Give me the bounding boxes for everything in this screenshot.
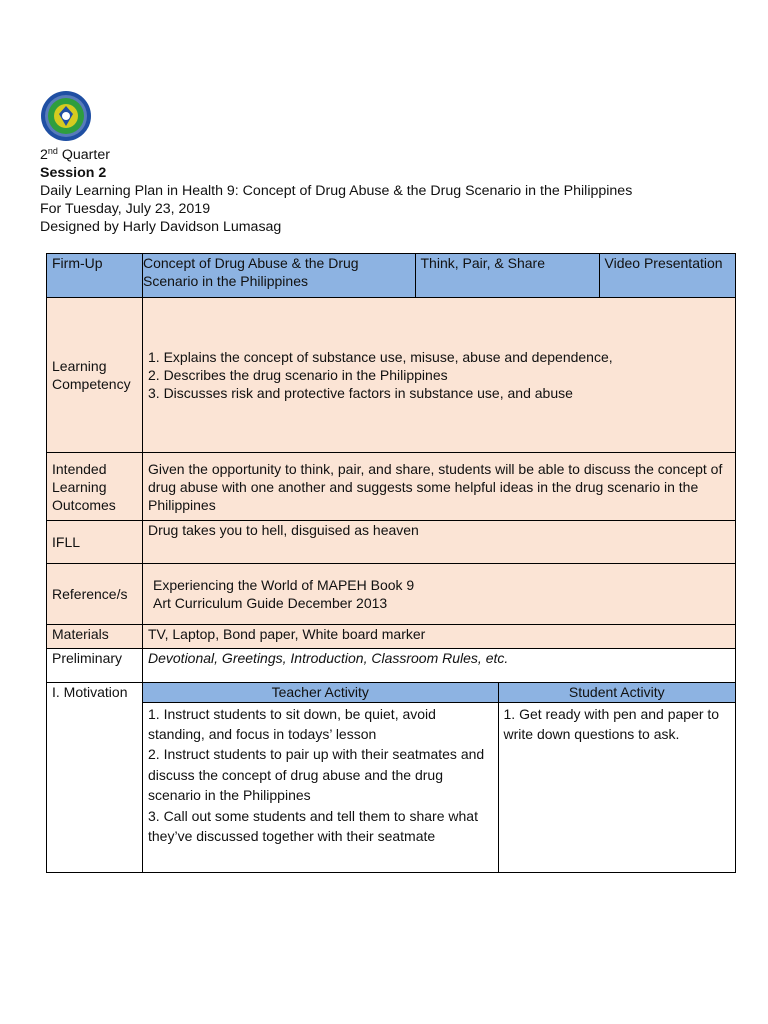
teacher-activity-header: Teacher Activity: [143, 683, 498, 702]
quarter-line: 2nd Quarter: [40, 146, 110, 163]
materials-row: [47, 625, 736, 649]
firmup-label: Firm-Up: [47, 254, 143, 298]
ifll-label: IFLL: [47, 521, 143, 564]
outcomes-text: Given the opportunity to think, pair, and share, students will be able to discuss the concept of drug abuse with one another and suggests some helpful ideas in the drug scenario in the Philippines: [143, 453, 736, 521]
references-row: [47, 564, 736, 625]
session-label: Session 2: [40, 165, 107, 181]
motivation-row: [47, 683, 736, 873]
materials-text: TV, Laptop, Bond paper, White board marker: [143, 625, 736, 649]
lesson-date: For Tuesday, July 23, 2019: [40, 201, 211, 217]
activity-subtable: [143, 683, 735, 872]
firmup-row: [47, 254, 736, 298]
document-header: [40, 146, 632, 236]
references-label: Reference/s: [47, 564, 143, 625]
firmup-strategy: Think, Pair, & Share: [415, 254, 599, 297]
ifll-row: [47, 521, 736, 564]
firmup-media: Video Presentation: [599, 254, 735, 297]
firmup-topic: Concept of Drug Abuse & the Drug Scenario in the Philippines: [143, 255, 359, 289]
teacher-activity-text: 1. Instruct students to sit down, be quiet, avoid standing, and focus in todays’ lesson 2. Instruct students to pair up with their seatmates and discuss the concept of drug abuse and the drug scenario in the Philippines 3. Call out some students and tell them to share what they’ve discussed together with their seatmate: [148, 705, 485, 844]
document-title: Daily Learning Plan in Health 9: Concept of Drug Abuse & the Drug Scenario in the Philippines: [40, 183, 633, 199]
firmup-subtable: [143, 254, 735, 297]
reference-item: Art Curriculum Guide December 2013: [153, 595, 388, 611]
competency-label: Learning Competency: [47, 298, 143, 453]
student-activity-header: Student Activity: [498, 683, 735, 702]
ifll-text: Drug takes you to hell, disguised as heaven: [143, 521, 736, 564]
motivation-label: I. Motivation: [47, 683, 143, 873]
outcomes-row: [47, 453, 736, 521]
reference-item: Experiencing the World of MAPEH Book 9: [153, 577, 415, 593]
preliminary-row: [47, 649, 736, 683]
preliminary-label: Preliminary: [47, 649, 143, 683]
outcomes-label: Intended Learning Outcomes: [47, 453, 143, 521]
materials-label: Materials: [47, 625, 143, 649]
designer-credit: Designed by Harly Davidson Lumasag: [40, 219, 282, 235]
competency-row: [47, 298, 736, 453]
lesson-plan-table: [46, 253, 736, 873]
competency-item: 2. Describes the drug scenario in the Philippines: [148, 367, 448, 383]
competency-item: 1. Explains the concept of substance use, misuse, abuse and dependence,: [148, 349, 613, 365]
preliminary-text: Devotional, Greetings, Introduction, Classroom Rules, etc.: [143, 649, 736, 683]
student-activity-text: 1. Get ready with pen and paper to write down questions to ask.: [498, 702, 735, 872]
school-seal-icon: [40, 90, 92, 142]
competency-item: 3. Discusses risk and protective factors in substance use, and abuse: [148, 385, 573, 401]
